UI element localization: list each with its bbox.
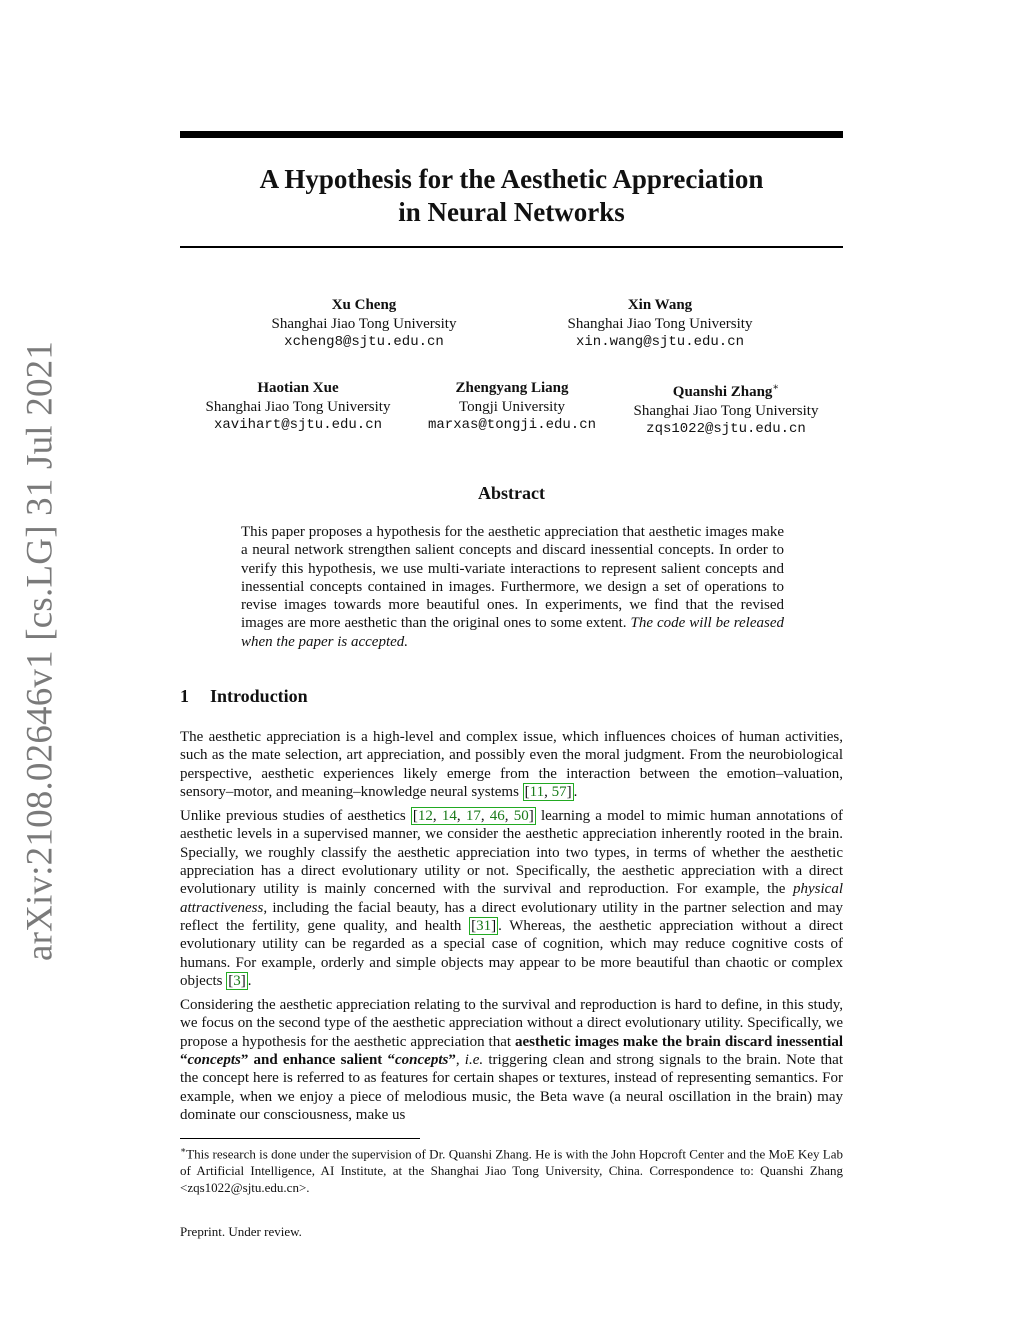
- author-block: [535, 296, 785, 352]
- author-affiliation: Shanghai Jiao Tong University: [205, 398, 391, 415]
- preprint-note: Preprint. Under review.: [180, 1224, 302, 1239]
- author-email: marxas@tongji.edu.cn: [427, 417, 597, 433]
- author-block: [173, 379, 423, 435]
- author-affiliation: Shanghai Jiao Tong University: [271, 315, 457, 332]
- citation-link[interactable]: [31]: [471, 917, 497, 934]
- paragraph: The aesthetic appreciation is a high-level and complex issue, which influences choices of human activities, such as the mate selection, art appreciation, and possibly even the moral judgment. From the neurobiological perspective, aesthetic experiences likely emerge from the interaction between the emotion–valuation, sensory–motor, and meaning–knowledge neural systems [11, 57] .: [180, 729, 843, 800]
- arxiv-identifier: arXiv:2108.02646v1 [cs.LG] 31 Jul 2021: [19, 340, 61, 962]
- title-rule-top: [180, 131, 843, 138]
- title-line-1: A Hypothesis for the Aesthetic Appreciation: [259, 164, 764, 194]
- author-footnote-mark: ∗: [772, 382, 780, 393]
- author-email: zqs1022@sjtu.edu.cn: [646, 421, 806, 437]
- introduction-body: [180, 728, 843, 1130]
- author-affiliation: Tongji University: [458, 398, 566, 415]
- title-rule-bottom: [180, 246, 843, 248]
- paragraph: Considering the aesthetic appreciation relating to the survival and reproduction is hard to define, in this study, we focus on the second type of the aesthetic appreciation without a direct evolutionary utility. Specifically, we propose a hypothesis for the aesthetic appreciation that aesthetic images make the brain discard inessential “concepts” and enhance salient “concepts”, i.e. triggering clean and strong signals to the brain. Note that the concept here is referred to as features for certain shapes or textures, instead of representing semantics. For example, when we enjoy a piece of melodious music, the Beta wave (a neural oscillation in the brain) may dominate our consciousness, make us: [180, 997, 844, 1123]
- paragraph: Unlike previous studies of aesthetics [12, 14, 17, 46, 50] learning a model to mimic human annotations of aesthetic levels in a supervised manner, we consider the aesthetic appreciation inherently rooted in the brain. Specially, we roughly classify the aesthetic appreciation into two types, in terms of whether the aesthetic appreciation has a direct evolutionary utility or not. Specifically, the aesthetic appreciation with a direct evolutionary utility is mainly concerned with the survival and reproduction. For example, the physical attractiveness, including the facial beauty, has a direct evolutionary utility in the partner selection and may reflect the fertility, gene quality, and health [31] . Whereas, the aesthetic appreciation without a direct evolutionary utility can be regarded as a special case of cognition, which may reduce cognitive costs of humans. For example, orderly and simple objects may appear to be more beautiful than chaotic or complex objects [3] .: [180, 808, 844, 989]
- author-email: xavihart@sjtu.edu.cn: [213, 417, 383, 433]
- footnote-mark: ∗: [180, 1145, 187, 1155]
- section-title: Introduction: [210, 686, 308, 706]
- author-name: Xin Wang: [627, 297, 693, 313]
- section-number: 1: [180, 686, 189, 706]
- abstract-code-note: The code will be released when the paper is accepted.: [241, 615, 785, 650]
- author-name: Zhengyang Liang: [455, 380, 569, 396]
- title-line-2: in Neural Networks: [398, 197, 625, 227]
- author-email: xin.wang@sjtu.edu.cn: [575, 334, 745, 350]
- author-block: [601, 379, 851, 439]
- citation-link[interactable]: [3]: [228, 972, 246, 989]
- author-affiliation: Shanghai Jiao Tong University: [567, 315, 753, 332]
- author-email: xcheng8@sjtu.edu.cn: [284, 334, 444, 350]
- footnote: ∗This research is done under the supervision of Dr. Quanshi Zhang. He is with the John Hopcroft Center and the MoE Key Lab of Artificial Intelligence, AI Institute, at the Shanghai Jiao Tong University, China. Correspondence to: Quanshi Zhang <zqs1022@sjtu.edu.cn>.: [180, 1145, 843, 1196]
- abstract-text: This paper proposes a hypothesis for the aesthetic appreciation that aesthetic images make a neural network strengthen salient concepts and discard inessential concepts. In order to verify this hypothesis, we use multi-variate interactions to represent salient concepts and inessential concepts contained in images. Furthermore, we design a set of operations to revise images towards more beautiful ones. In experiments, we find that the revised images are more aesthetic than the original ones to some extent. The code will be released when the paper is accepted.: [241, 524, 785, 650]
- footnote-rule: [180, 1138, 420, 1139]
- author-affiliation: Shanghai Jiao Tong University: [633, 402, 819, 419]
- paper-title: [180, 163, 843, 229]
- author-name: Xu Cheng: [331, 297, 397, 313]
- citation-link[interactable]: [12, 14, 17, 46, 50]: [412, 808, 534, 825]
- author-block: [387, 379, 637, 435]
- author-name: Quanshi Zhang∗: [672, 382, 780, 400]
- abstract-heading: Abstract: [478, 483, 545, 503]
- section-heading: [180, 686, 308, 707]
- author-name: Haotian Xue: [257, 380, 339, 396]
- citation-link[interactable]: [11, 57]: [524, 783, 572, 800]
- author-block: [239, 296, 489, 352]
